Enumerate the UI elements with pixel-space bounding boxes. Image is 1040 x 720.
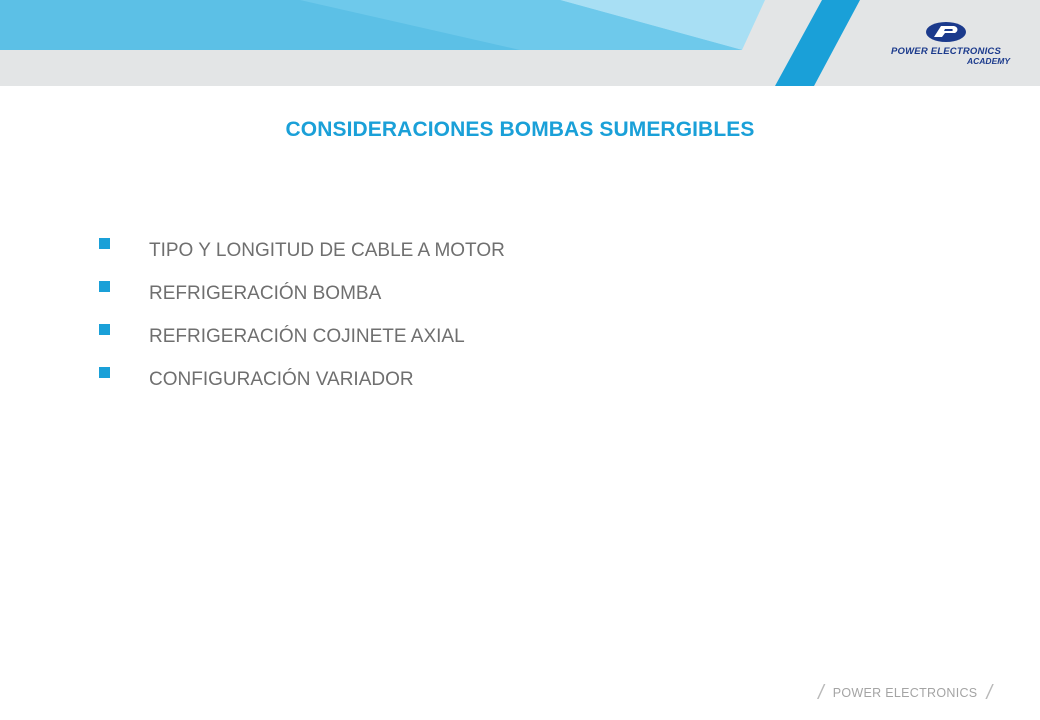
bullet-item <box>99 365 505 408</box>
bullet-item <box>99 279 505 322</box>
square-bullet-icon <box>99 238 110 249</box>
footer-brand <box>818 682 992 704</box>
bullet-item <box>99 322 505 365</box>
footer-slash-right: / <box>986 681 992 704</box>
bullet-list <box>99 236 505 408</box>
square-bullet-icon <box>99 281 110 292</box>
square-bullet-icon <box>99 367 110 378</box>
logo-text-academy: ACADEMY <box>967 56 1010 66</box>
power-electronics-logo-mark <box>924 20 968 44</box>
bullet-text: REFRIGERACIÓN BOMBA <box>149 283 382 304</box>
footer-slash-left: / <box>818 681 824 704</box>
bullet-text: TIPO Y LONGITUD DE CABLE A MOTOR <box>149 240 505 261</box>
bullet-text: CONFIGURACIÓN VARIADOR <box>149 369 414 390</box>
square-bullet-icon <box>99 324 110 335</box>
bullet-text: REFRIGERACIÓN COJINETE AXIAL <box>149 326 465 347</box>
power-electronics-academy-logo <box>878 20 1018 68</box>
bullet-item <box>99 236 505 279</box>
slide-title: CONSIDERACIONES BOMBAS SUMERGIBLES <box>285 118 755 141</box>
footer-text: POWER ELECTRONICS <box>832 686 978 700</box>
logo-text-power-electronics: POWER ELECTRONICS <box>890 46 1001 57</box>
